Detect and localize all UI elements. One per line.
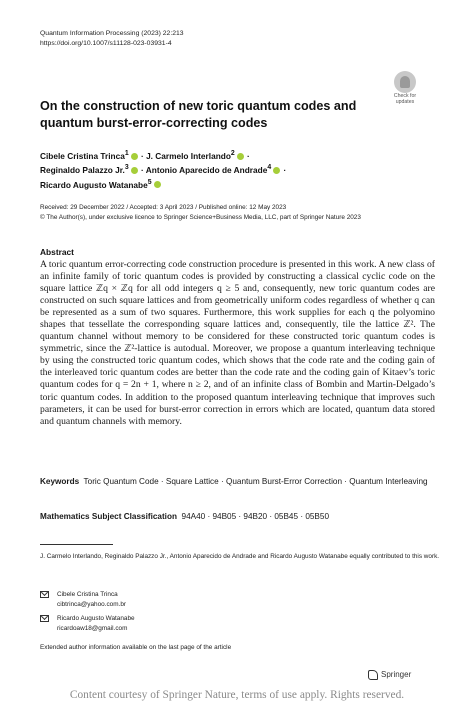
journal-doi-link[interactable]: https://doi.org/10.1007/s11128-023-03931-4 [40, 40, 172, 47]
journal-header [40, 29, 184, 49]
contact-email[interactable]: ricardoaw18@gmail.com [57, 624, 128, 632]
msc-label: Mathematics Subject Classification [40, 512, 177, 521]
publisher-logo [368, 670, 411, 680]
author-name: Ricardo Augusto Watanabe [40, 179, 148, 190]
dates-line: Received: 29 December 2022 / Accepted: 3 April 2023 / Published online: 12 May 2023 [40, 204, 287, 211]
contact-email[interactable]: cibtrinca@yahoo.com.br [57, 600, 127, 608]
footnote-divider [40, 544, 113, 545]
orcid-icon[interactable] [131, 167, 138, 174]
msc-classification [40, 511, 440, 522]
publisher-name: Springer [381, 670, 412, 680]
email-icon [40, 591, 49, 598]
orcid-icon[interactable] [131, 153, 138, 160]
contact-name: Ricardo Augusto Watanabe [57, 615, 135, 622]
contact-name: Cibele Cristina Trinca [57, 591, 118, 598]
article-title: On the construction of new toric quantum codes and quantum burst-error-correcting codes [40, 99, 357, 130]
keywords [40, 476, 440, 487]
author-name: J. Carmelo Interlando [146, 150, 231, 161]
badge-line1: Check for [393, 93, 417, 99]
author-name: Antonio Aparecido de Andrade [145, 165, 268, 176]
contact-1 [40, 590, 340, 609]
email-icon [40, 615, 49, 622]
contribution-footnote: J. Carmelo Interlando, Reginaldo Palazzo Jr., Antonio Aparecido de Andrade and Ricardo Augusto Watanabe equally contributed to this work. [40, 553, 440, 560]
orcid-icon[interactable] [237, 153, 244, 160]
author-name: Cibele Cristina Trinca [40, 150, 125, 161]
badge-line2: updates [395, 98, 415, 105]
springer-horse-icon [368, 670, 378, 680]
courtesy-notice: Content courtesy of Springer Nature, terms of use apply. Rights reserved. [69, 689, 405, 701]
copyright-line: © The Author(s), under exclusive licence to Springer Science+Business Media, LLC, part of Springer Nature 2023 [40, 213, 361, 221]
check-for-updates-badge[interactable] [388, 71, 422, 105]
msc-text: 94A40 · 94B05 · 94B20 · 05B45 · 05B50 [181, 512, 329, 521]
orcid-icon[interactable] [273, 167, 280, 174]
abstract-heading: Abstract [40, 247, 74, 257]
keywords-text: Toric Quantum Code · Square Lattice · Quantum Burst-Error Correction · Quantum Interleaving [83, 477, 428, 486]
contact-2 [40, 614, 340, 633]
keywords-label: Keywords [40, 477, 80, 486]
author-name: Reginaldo Palazzo Jr. [40, 165, 125, 176]
bookmark-icon [394, 71, 416, 93]
orcid-icon[interactable] [154, 181, 161, 188]
abstract-text: A toric quantum error-correcting code construction procedure is presented in this work. A new class of an infinite family of toric quantum codes is provided by constructing a classical cyclic code on the square lattice ℤq × ℤq for all odd integers q ≥ 5 and, consequently, new toric quantum codes are constructed on such square lattices and from geometrically uniform codes regardless of whether q can be represented as a sum of two squares. Furthermore, this work supplies for each q the polyomino shapes that tessellate the corresponding square lattices and, consequently, tile the lattice ℤ². The quantum channel without memory to be considered for these constructed toric quantum codes is symmetric, since the ℤ²-lattice is autodual. Moreover, we propose a quantum interleaving technique by using the constructed toric quantum codes, which shows that the code rate and the coding gain of the interleaved toric quantum codes are better than the code rate and the coding gain of Kitaev’s toric quantum codes for q = 2n + 1, where n ≥ 2, and of an infinite class of Bombin and Martin-Delgado’s toric quantum codes. In addition to the proposed quantum interleaving technique that improves such parameters, it can be used for burst-error correction in errors which are located, quantum data stored and quantum channels with memory. [40, 259, 435, 427]
author-list: Cibele Cristina Trinca$^1$ · J. Carmelo Interlando$^2$ · Reginaldo Palazzo Jr.$^3$ · Antonio Aparecido de Andrade$^4$ · Ricardo Augusto Watanabe$^5$ [40, 150, 287, 190]
publication-history [40, 203, 450, 222]
extended-info: Extended author information available on the last page of the article [40, 644, 232, 651]
journal-citation: Quantum Information Processing (2023) 22:213 [40, 30, 184, 37]
